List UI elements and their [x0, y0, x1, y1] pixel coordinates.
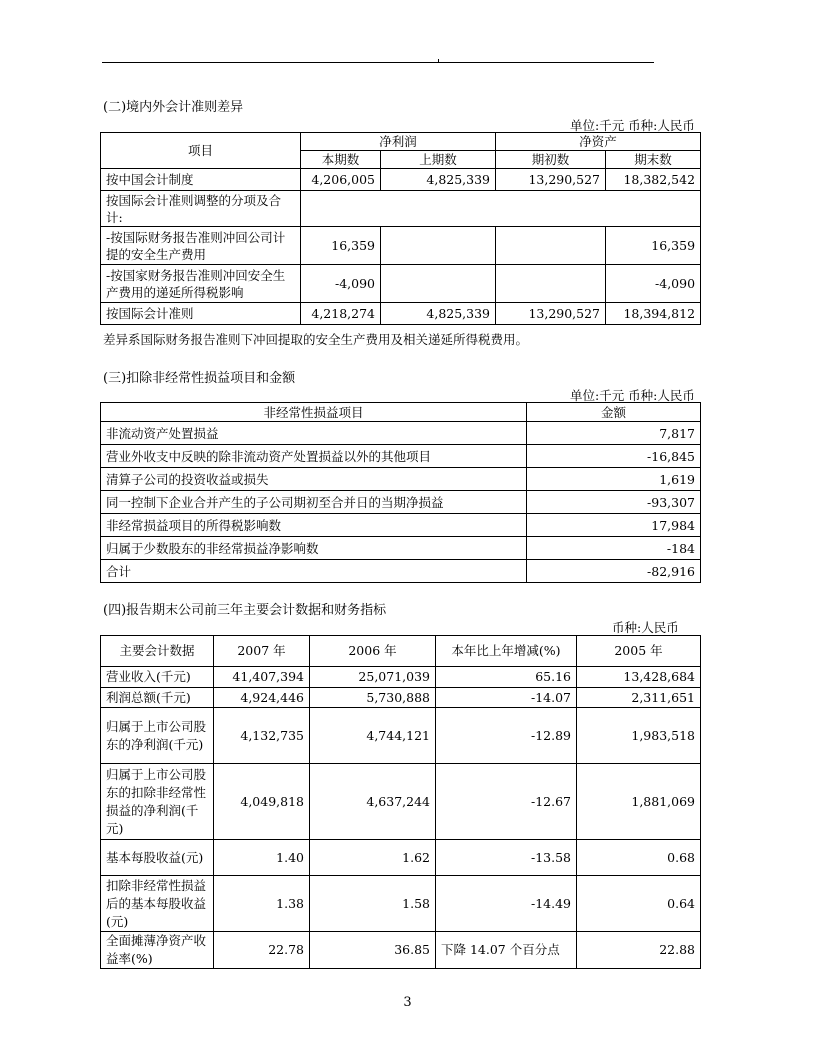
header-item: 非经常性损益项目 — [101, 403, 527, 422]
cell-change: -14.07 — [436, 688, 577, 708]
header-2005: 2005 年 — [577, 636, 701, 667]
cell-2006: 4,637,244 — [310, 764, 436, 840]
header-opening: 期初数 — [496, 151, 606, 169]
table-row — [101, 227, 701, 265]
row-label: 清算子公司的投资收益或损失 — [101, 468, 527, 491]
table-row — [101, 688, 701, 708]
cell-closing: 16,359 — [606, 227, 701, 265]
accounting-standards-difference-table — [100, 132, 701, 325]
table-row — [101, 491, 701, 514]
table-row — [101, 708, 701, 764]
header-amount: 金额 — [527, 403, 701, 422]
cell-amount: -93,307 — [527, 491, 701, 514]
cell-2005: 1,983,518 — [577, 708, 701, 764]
cell-prior — [381, 227, 496, 265]
row-label: 非流动资产处置损益 — [101, 422, 527, 445]
cell-amount: -184 — [527, 537, 701, 560]
cell-amount: -82,916 — [527, 560, 701, 583]
cell-current: 16,359 — [301, 227, 381, 265]
header-2006: 2006 年 — [310, 636, 436, 667]
cell-amount: 7,817 — [527, 422, 701, 445]
table-row — [101, 265, 701, 303]
section-2-title: (二)境内外会计准则差异 — [103, 100, 244, 115]
table-row — [101, 876, 701, 932]
cell-prior: 4,825,339 — [381, 303, 496, 325]
cell-current: 4,218,274 — [301, 303, 381, 325]
cell-prior — [381, 265, 496, 303]
non-recurring-items-table — [100, 402, 701, 583]
cell-2006: 4,744,121 — [310, 708, 436, 764]
row-label: 营业外收支中反映的除非流动资产处置损益以外的其他项目 — [101, 445, 527, 468]
cell-amount: 17,984 — [527, 514, 701, 537]
cell-2007: 1.40 — [214, 840, 310, 876]
row-label: 按国际会计准则调整的分项及合计: — [101, 191, 301, 227]
table-row — [101, 537, 701, 560]
cell-change: -12.67 — [436, 764, 577, 840]
row-label: -按国家财务报告准则冲回安全生产费用的递延所得税影响 — [101, 265, 301, 303]
header-current-period: 本期数 — [301, 151, 381, 169]
row-label: 营业收入(千元) — [101, 667, 214, 688]
table-row — [101, 667, 701, 688]
header-prior-period: 上期数 — [381, 151, 496, 169]
cell-2005: 2,311,651 — [577, 688, 701, 708]
cell-2006: 1.58 — [310, 876, 436, 932]
row-label: 利润总额(千元) — [101, 688, 214, 708]
cell-2007: 1.38 — [214, 876, 310, 932]
cell-closing: 18,394,812 — [606, 303, 701, 325]
table-row — [101, 764, 701, 840]
row-label: -按国际财务报告准则冲回公司计提的安全生产费用 — [101, 227, 301, 265]
cell-change: 下降 14.07 个百分点 — [436, 932, 577, 969]
header-item: 项目 — [101, 133, 301, 169]
table-row — [101, 514, 701, 537]
cell-2005: 0.68 — [577, 840, 701, 876]
table-row — [101, 932, 701, 969]
row-label: 归属于少数股东的非经常损益净影响数 — [101, 537, 527, 560]
cell-closing: 18,382,542 — [606, 169, 701, 191]
cell-2005: 0.64 — [577, 876, 701, 932]
key-financial-data-table — [100, 635, 701, 969]
cell-2006: 1.62 — [310, 840, 436, 876]
row-label: 按国际会计准则 — [101, 303, 301, 325]
table-row — [101, 169, 701, 191]
row-label: 全面摊薄净资产收益率(%) — [101, 932, 214, 969]
header-2007: 2007 年 — [214, 636, 310, 667]
header-change: 本年比上年增减(%) — [436, 636, 577, 667]
cell-closing: -4,090 — [606, 265, 701, 303]
cell-opening — [496, 227, 606, 265]
cell-amount: 1,619 — [527, 468, 701, 491]
section-4-title: (四)报告期末公司前三年主要会计数据和财务指标 — [103, 603, 387, 618]
cell-change: -12.89 — [436, 708, 577, 764]
section-3-unit: 单位:千元 币种:人民币 — [570, 388, 695, 403]
cell-2006: 25,071,039 — [310, 667, 436, 688]
cell-2005: 1,881,069 — [577, 764, 701, 840]
cell-opening — [496, 265, 606, 303]
row-label: 合计 — [101, 560, 527, 583]
section-4-unit: 币种:人民币 — [612, 620, 679, 635]
cell-2006: 5,730,888 — [310, 688, 436, 708]
header-closing: 期末数 — [606, 151, 701, 169]
cell-2005: 13,428,684 — [577, 667, 701, 688]
header-item: 主要会计数据 — [101, 636, 214, 667]
section-3-title: (三)扣除非经常性损益项目和金额 — [103, 371, 296, 386]
cell-current: -4,090 — [301, 265, 381, 303]
table-row — [101, 445, 701, 468]
table-row — [101, 422, 701, 445]
cell-2007: 4,924,446 — [214, 688, 310, 708]
row-label: 非经常损益项目的所得税影响数 — [101, 514, 527, 537]
row-label: 同一控制下企业合并产生的子公司期初至合并日的当期净损益 — [101, 491, 527, 514]
cell-amount: -16,845 — [527, 445, 701, 468]
cell-opening: 13,290,527 — [496, 303, 606, 325]
table-row — [101, 468, 701, 491]
row-label: 归属于上市公司股东的净利润(千元) — [101, 708, 214, 764]
cell-2007: 22.78 — [214, 932, 310, 969]
page-number: 3 — [403, 995, 412, 1010]
cell-2007: 4,049,818 — [214, 764, 310, 840]
cell-opening: 13,290,527 — [496, 169, 606, 191]
cell-change: 65.16 — [436, 667, 577, 688]
table-row — [101, 560, 701, 583]
cell-2006: 36.85 — [310, 932, 436, 969]
cell-2007: 4,132,735 — [214, 708, 310, 764]
row-label: 基本每股收益(元) — [101, 840, 214, 876]
table-row — [101, 840, 701, 876]
cell-2005: 22.88 — [577, 932, 701, 969]
cell-2007: 41,407,394 — [214, 667, 310, 688]
cell-current: 4,206,005 — [301, 169, 381, 191]
cell-change: -13.58 — [436, 840, 577, 876]
row-label: 按中国会计制度 — [101, 169, 301, 191]
table-row — [101, 303, 701, 325]
difference-note: 差异系国际财务报告准则下冲回提取的安全生产费用及相关递延所得税费用。 — [103, 332, 529, 347]
cell-prior: 4,825,339 — [381, 169, 496, 191]
section-2-unit: 单位:千元 币种:人民币 — [570, 118, 695, 133]
row-label: 归属于上市公司股东的扣除非经常性损益的净利润(千元) — [101, 764, 214, 840]
cell-change: -14.49 — [436, 876, 577, 932]
header-net-assets: 净资产 — [496, 133, 701, 151]
top-divider-line — [102, 62, 654, 63]
header-net-profit: 净利润 — [301, 133, 496, 151]
row-label: 扣除非经常性损益后的基本每股收益(元) — [101, 876, 214, 932]
table-row — [101, 191, 701, 227]
